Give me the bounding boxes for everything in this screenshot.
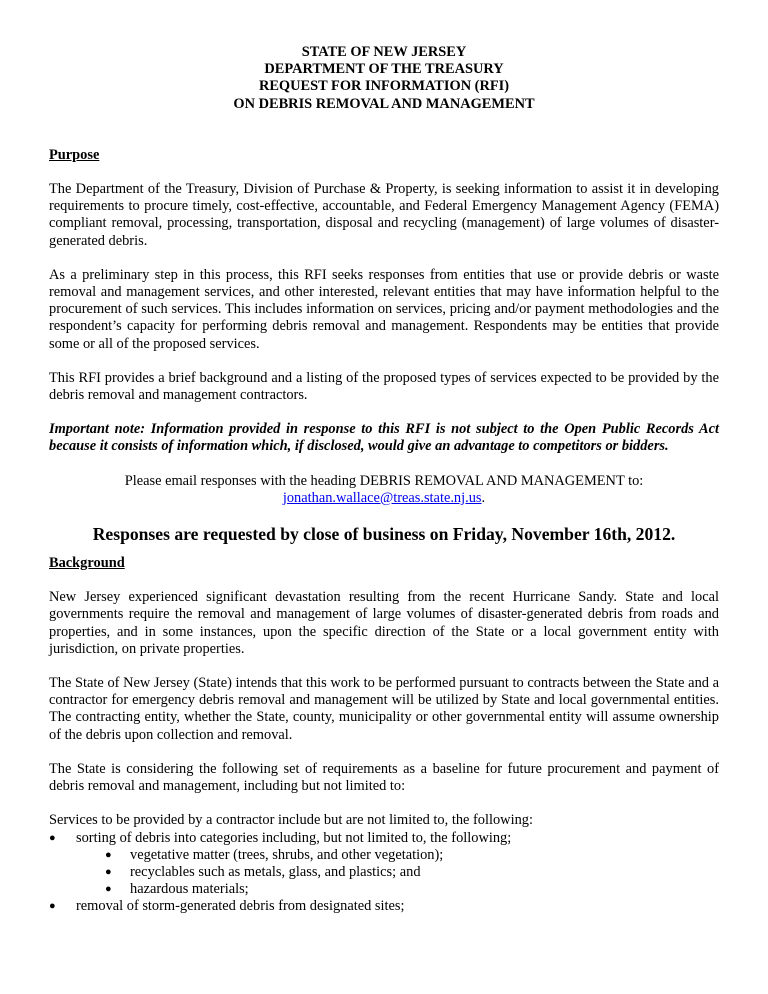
list-item: ● hazardous materials; <box>105 881 249 898</box>
purpose-paragraph-2: As a preliminary step in this process, this RFI seeks responses from entities that use or provide debris or waste removal and management services, and other interested, relevant entities that may have information helpful to the procurement of such services. This includes information on services, pricing and/or payment methodologies and the respondent’s capacity for performing debris removal and management. Respondents may be entities that provide some or all of the proposed services. <box>49 266 719 352</box>
purpose-heading: Purpose <box>49 146 100 163</box>
background-heading: Background <box>49 555 125 572</box>
document-title <box>49 44 719 113</box>
bullet-icon: ● <box>105 883 112 896</box>
email-line <box>49 490 719 507</box>
email-link[interactable]: jonathan.wallace@treas.state.nj.us <box>282 489 482 506</box>
bullet-icon: ● <box>105 865 112 878</box>
list-item: ● removal of storm-generated debris from designated sites; <box>49 898 405 915</box>
background-paragraph-3: The State is considering the following set of requirements as a baseline for future procurement and payment of debris removal and management, including but not limited to: <box>49 760 719 795</box>
email-period: . <box>481 489 486 506</box>
services-list <box>49 830 719 916</box>
title-line-1: STATE OF NEW JERSEY <box>301 44 467 60</box>
background-paragraph-1: New Jersey experienced significant devastation resulting from the recent Hurricane Sandy. State and local governments require the removal and management of large volumes of disaster-generated debris from roads and properties, and in some instances, upon the specific direction of the State or a local government entity with jurisdiction, on private properties. <box>49 589 719 657</box>
bullet-icon: ● <box>105 848 112 861</box>
title-line-3: REQUEST FOR INFORMATION (RFI) <box>258 78 510 95</box>
list-item: ● recyclables such as metals, glass, and plastics; and <box>105 863 421 880</box>
important-note: Important note: Information provided in response to this RFI is not subject to the Open Public Records Act because it consists of information which, if disclosed, would give an advantage to competitors or bidders. <box>49 421 719 455</box>
list-item: ● vegetative matter (trees, shrubs, and other vegetation); <box>105 846 444 863</box>
title-line-4: ON DEBRIS REMOVAL AND MANAGEMENT <box>233 95 535 112</box>
response-deadline: Responses are requested by close of business on Friday, November 16th, 2012. <box>92 524 676 545</box>
services-intro: Services to be provided by a contractor include but are not limited to, the following: <box>49 812 533 829</box>
email-instructions: Please email responses with the heading DEBRIS REMOVAL AND MANAGEMENT to: <box>124 472 644 489</box>
background-paragraph-2: The State of New Jersey (State) intends that this work to be performed pursuant to contracts between the State and a contractor for emergency debris removal and management will be utilized by State and local governmental entities. The contracting entity, whether the State, county, municipality or other governmental entity will assume ownership of the debris upon collection and removal. <box>49 675 719 743</box>
list-item: ● sorting of debris into categories including, but not limited to, the following; <box>49 829 512 846</box>
bullet-icon: ● <box>49 831 56 844</box>
title-line-2: DEPARTMENT OF THE TREASURY <box>264 61 504 78</box>
purpose-paragraph-1: The Department of the Treasury, Division of Purchase & Property, is seeking information to assist it in developing requirements to procure timely, cost-effective, accountable, and Federal Emergency Management Agency (FEMA) compliant removal, processing, transportation, disposal and recycling (management) of large volumes of disaster-generated debris. <box>49 181 719 249</box>
bullet-icon: ● <box>49 900 56 913</box>
purpose-paragraph-3: This RFI provides a brief background and a listing of the proposed types of services expected to be provided by the debris removal and management contractors. <box>49 369 719 404</box>
